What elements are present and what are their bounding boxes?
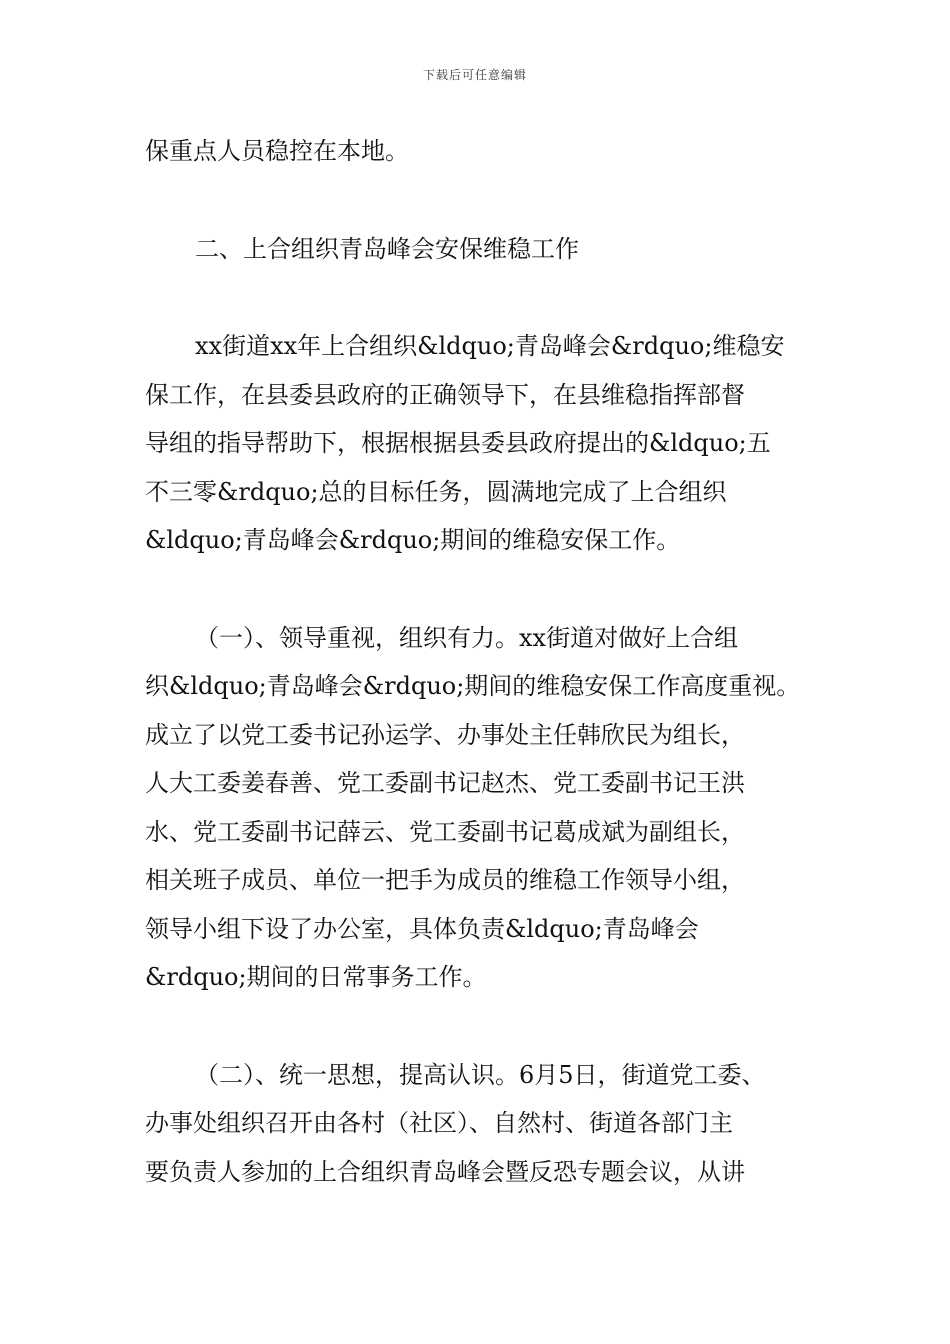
text-line: 要负责人参加的上合组织青岛峰会暨反恐专题会议，从讲 (145, 1157, 745, 1186)
page-header: 下载后可任意编辑 (422, 68, 527, 82)
paragraph-continuation (145, 127, 815, 176)
text-line: 办事处组织召开由各村（社区）、自然村、街道各部门主 (145, 1109, 733, 1137)
text-line: &rdquo;期间的日常事务工作。 (145, 963, 487, 991)
text-line: 保工作，在县委县政府的正确领导下，在县维稳指挥部督 (145, 380, 745, 409)
paragraph-item-1 (145, 614, 815, 1002)
text-line: 保重点人员稳控在本地。 (145, 137, 409, 165)
text-line: （二）、统一思想，提高认识。6月5日，街道党工委、 (195, 1060, 766, 1089)
text-line: 领导小组下设了办公室，具体负责&ldquo;青岛峰会 (145, 914, 699, 943)
document-body (145, 127, 815, 1196)
text-line: （一）、领导重视，组织有力。xx街道对做好上合组 (195, 623, 739, 652)
text-line: 成立了以党工委书记孙运学、办事处主任韩欣民为组长， (145, 720, 745, 749)
paragraph-item-2 (145, 1051, 815, 1197)
text-line: 人大工委姜春善、党工委副书记赵杰、党工委副书记王洪 (145, 769, 745, 797)
text-line: xx街道xx年上合组织&ldquo;青岛峰会&rdquo;维稳安 (195, 332, 785, 360)
paragraph-intro (145, 322, 815, 565)
text-line: 导组的指导帮助下，根据根据县委县政府提出的&ldquo;五 (145, 429, 771, 457)
section-heading (145, 225, 815, 274)
text-line: &ldquo;青岛峰会&rdquo;期间的维稳安保工作。 (145, 526, 681, 554)
text-line: 水、党工委副书记薛云、党工委副书记葛成斌为副组长， (145, 817, 745, 846)
text-line: 相关班子成员、单位一把手为成员的维稳工作领导小组， (145, 866, 745, 894)
text-line: 不三零&rdquo;总的目标任务，圆满地完成了上合组织 (145, 477, 727, 506)
text-line: 织&ldquo;青岛峰会&rdquo;期间的维稳安保工作高度重视。 (145, 672, 801, 700)
heading-line: 二、上合组织青岛峰会安保维稳工作 (195, 234, 579, 263)
